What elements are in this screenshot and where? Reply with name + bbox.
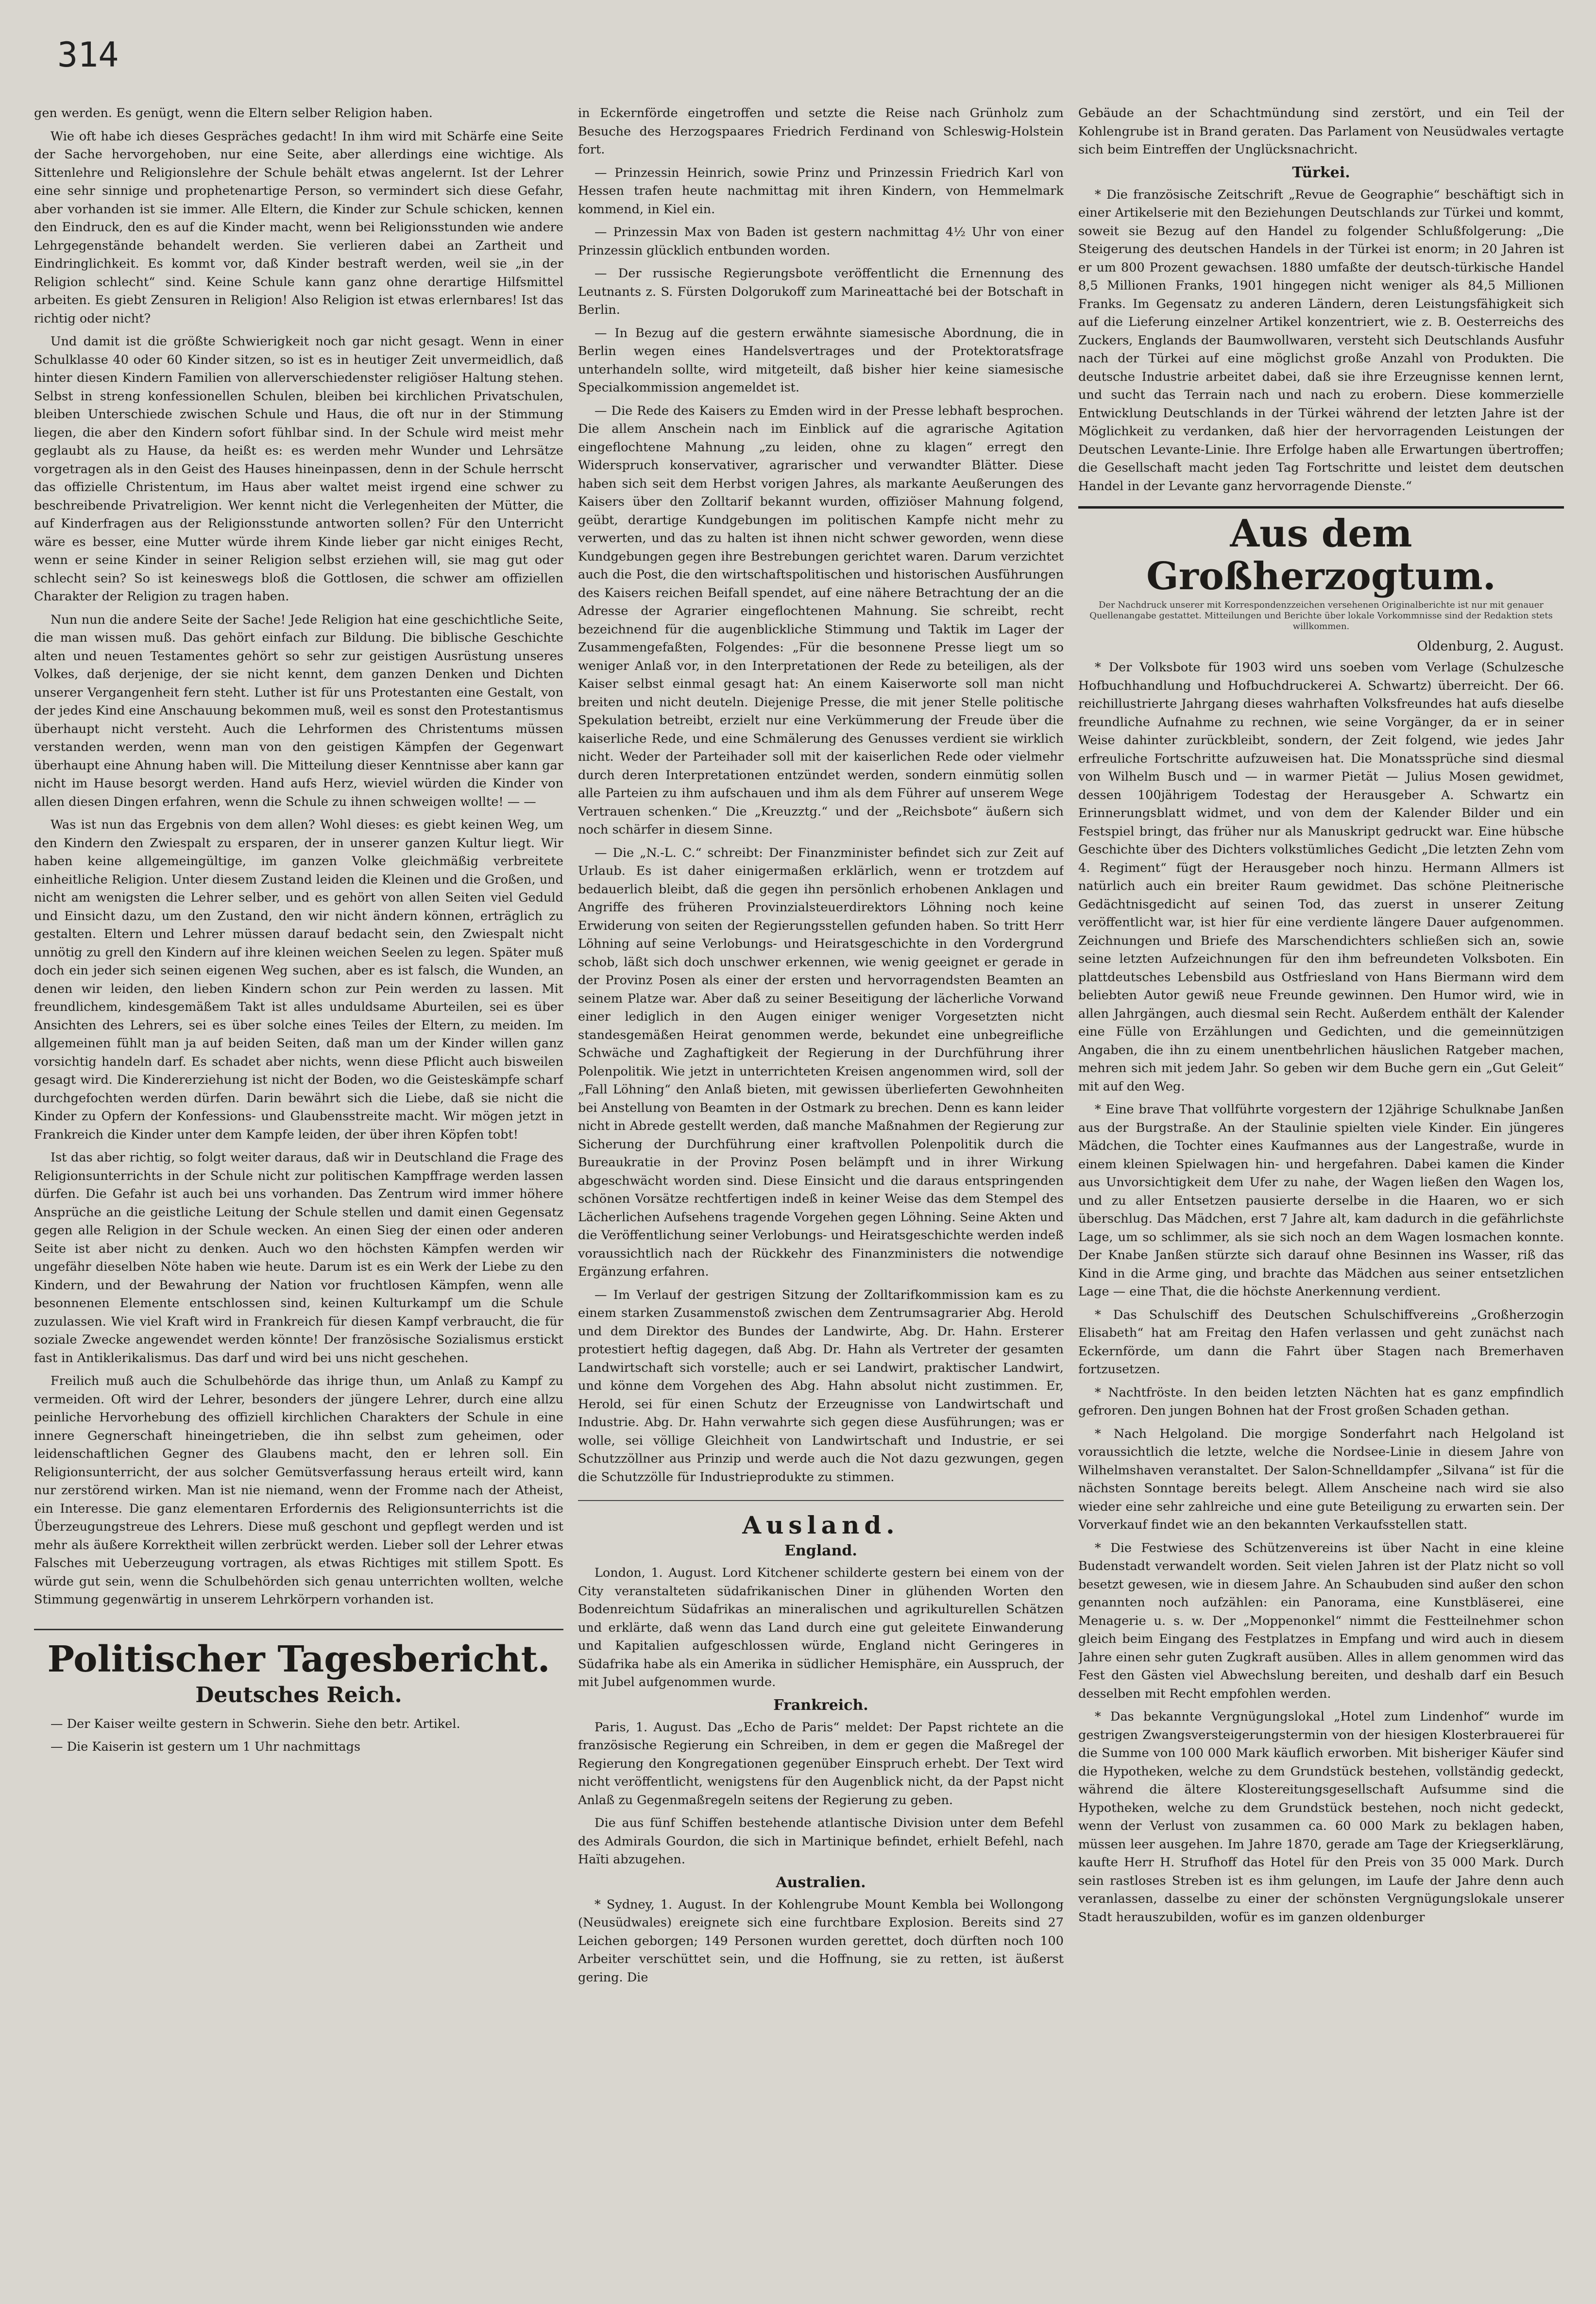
paragraph: in Eckernförde eingetroffen und setzte die Reise nach Grünholz zum Besuche des Herzogspaares Friedrich Ferdinand von Schleswig-Holstein fort. xyxy=(578,106,1064,157)
subheading-deutsches-reich: Deutsches Reich. xyxy=(195,1682,402,1707)
paragraph: gen werden. Es genügt, wenn die Eltern selber Religion haben. xyxy=(34,106,433,120)
paragraph: Die aus fünf Schiffen bestehende atlantische Division unter dem Befehl des Admirals Gourdon, die sich in Martinique befindet, erhielt Befehl, nach Haïti abzugehen. xyxy=(578,1816,1064,1867)
divider xyxy=(1078,506,1564,509)
paragraph: — Prinzessin Max von Baden ist gestern nachmittag 4½ Uhr von einer Prinzessin glücklich entbunden worden. xyxy=(578,225,1064,258)
paragraph: * Nach Helgoland. Die morgige Sonderfahrt nach Helgoland ist voraussichtlich die letzte, welche die Nordsee-Linie in diesem Jahre von Wilhelmshaven veranstaltet. Der Salon-Schnelldampfer „Silvana“ ist für die nächsten Sonntage bereits belegt. Allem Anscheine nach wird sie also wieder eine sehr zahlreiche und eine gute Beteiligung zu erwarten sein. Der Vorverkauf findet wie an den bekannten Verkaufsstellen statt. xyxy=(1078,1426,1564,1532)
column-2 xyxy=(578,104,1064,2271)
column-3 xyxy=(1078,104,1564,2271)
paragraph: — Prinzessin Heinrich, sowie Prinz und Prinzessin Friedrich Karl von Hessen trafen heute nachmittag mit ihren Kindern, von Hemmelmark kommend, in Kiel ein. xyxy=(578,165,1064,217)
paragraph: — Der Kaiser weilte gestern in Schwerin. Siehe den betr. Artikel. xyxy=(51,1716,460,1731)
paragraph: Ist das aber richtig, so folgt weiter daraus, daß wir in Deutschland die Frage des Religionsunterrichts in der Schule nicht zur politischen Kampffrage werden lassen dürfen. Die Gefahr ist auch bei uns vorhanden. Das Zentrum wird immer höhere Ansprüche an die geistliche Leitung der Schule stellen und damit einen Gegensatz gegen alle Religion in der Schule wecken. An einen Sieg der einen oder anderen Seite ist aber nicht zu denken. Auch wo den höchsten Kämpfen werden wir ungefähr dieselben Nöte haben wie heute. Darum ist es ein Werk der Liebe zu den Kindern, und der Bewahrung der Nation vor fruchtlosen Kämpfen, wenn alle besonnenen Elemente entschlossen sind, keinen Kulturkampf um die Schule zuzulassen. Wie viel Kraft wird in Frankreich für diesen Kampf verbraucht, die für soziale Zwecke angewendet werden könnte! Der französische Sozialismus erstickt fast in Antiklerikalismus. Das darf und wird bei uns nicht geschehen. xyxy=(34,1150,563,1365)
paragraph: — Im Verlauf der gestrigen Sitzung der Zolltarifkommission kam es zu einem starken Zusammenstoß zwischen dem Zentrumsagrarier Abg. Herold und dem Direktor des Bundes der Landwirte, Abg. Dr. Hahn. Ersterer protestiert heftig dagegen, daß Abg. Dr. Hahn als Vertreter der gesamten Landwirtschaft sich vorstelle; auch er sei Landwirt, praktischer Landwirt, und könne dem Vorgehen des Abg. Hahn absolut nicht zustimmen. Er, Herold, sei für einen Schutz der Erzeugnisse von Landwirtschaft und Industrie. Abg. Dr. Hahn verwahrte sich gegen diese Ausführungen; was er wolle, sei völlige Gleichheit von Landwirtschaft und Industrie, er sei Schutzzöllner aus Prinzip und werde auch die Not dazu gezwungen, gegen die Schutzzölle für Industrieprodukte zu stimmen. xyxy=(578,1287,1064,1485)
paragraph: * Eine brave That vollführte vorgestern der 12jährige Schulknabe Janßen aus der Burgstraße. An der Staulinie spielten viele Kinder. Ein jüngeres Mädchen, die Tochter eines Kaufmannes aus der Langestraße, wurde in einem kleinen Spielwagen hin- und hergefahren. Dabei kamen die Kinder aus Unvorsichtigkeit dem Ufer zu nahe, der Wagen ließen den Wagen los, und zu aller Entsetzen pausierte derselbe in die Haaren, wo er sich überschlug. Das Mädchen, erst 7 Jahre alt, kam dadurch in die gefährlichste Lage, um so schlimmer, als sie sich noch an dem Wagen losmachen konnte. Der Knabe Janßen stürzte sich darauf ohne Besinnen ins Wasser, riß das Kind in die Arme ging, und brachte das Mädchen aus seiner entsetzlichen Lage — eine That, die die höchste Anerkennung verdient. xyxy=(1078,1102,1564,1299)
paragraph: Freilich muß auch die Schulbehörde das ihrige thun, um Anlaß zu Kampf zu vermeiden. Oft wird der Lehrer, besonders der jüngere Lehrer, durch eine allzu peinliche Hervorhebung des offiziell kirchlichen Charakters der Schule in eine innere Gegnerschaft hineingetrieben, die ihn selbst zum geheimen, oder leidenschaftlichen Gegner des Glaubens macht, den er lehren soll. Ein Religionsunterricht, der aus solcher Gemütsverfassung heraus erteilt wird, kann nur zerstörend wirken. Man ist nie niemand, wenn der Fromme nach der Atheist, ein Interesse. Die ganz elementaren Erfordernis des Religionsunterrichts ist die Überzeugungstreue des Lehrers. Diese muß geschont und gepflegt werden und ist mehr als äußere Korrektheit willen zerbrückt werden. Lieber soll der Lehrer etwas Falsches mit Ueberzeugung vortragen, als etwas Richtiges mit stillem Spott. Es würde gut sein, wenn die Schulbehörden sich genau unterrichten wollten, welche Stimmung gegenwärtig in unserem Lehrkörpern vorhanden ist. xyxy=(34,1374,563,1607)
section-heading-aus-dem-grossherzogtum: Aus dem Großherzogtum. xyxy=(1146,512,1496,598)
paragraph: Nun nun die andere Seite der Sache! Jede Religion hat eine geschichtliche Seite, die man wissen muß. Das gehört einfach zur Bildung. Die biblische Geschichte alten und neuen Testamentes gehört so sehr zur geistigen Ausrüstung unseres Volkes, daß derjenige, der sie nicht kennt, dem ganzen Denken und Dichten unserer Vergangenheit fern steht. Luther ist für uns Protestanten eine Gestalt, von der jedes Kind eine Anschauung bekommen muß, weil es sonst den Protestantismus überhaupt nicht versteht. Auch die Lehrformen des Christentums müssen verstanden werden, wenn man von den geistigen Kämpfen der Gegenwart überhaupt eine Ahnung haben will. Die Mitteilung dieser Kenntnisse aber kann gar nicht im Hause besorgt werden. Hand aufs Herz, wieviel würden die Kinder von allen diesen Dingen erfahren, wenn die Schule zu ihnen schweigen wollte! — — xyxy=(34,612,563,809)
paragraph: — Die „N.-L. C.“ schreibt: Der Finanzminister befindet sich zur Zeit auf Urlaub. Es ist daher einigermaßen erklärlich, wenn er trotzdem auf bedauerlich bleibt, daß die gegen ihn persönlich erhobenen Anklagen und Angriffe des früheren Provinzialsteuerdirektors Löhning noch keine Erwiderung von seiten der Regierungsstellen gefunden haben. So tritt Herr Löhning auf seine Verlobungs- und Heiratsgeschichte in den Vordergrund schob, läßt sich doch unschwer erkennen, wie wenig geeignet er gerade in der Provinz Posen als einer der ersten und hervorragendsten Beamten an seinem Platze war. Aber daß zu seiner Beseitigung der lächerliche Vorwand einer lediglich in den Augen einiger weniger Vorgesetzten nicht standesgemäßen Heirat genommen werde, bekundet eine unbegreifliche Schwäche und Zaghaftigkeit der Regierung in der Durchführung ihrer Polenpolitik. Wie jetzt in unterrichteten Kreisen angenommen wird, soll der „Fall Löhning“ den Anlaß bieten, mit gewissen überlieferten Gewohnheiten bei Anstellung von Beamten in der Ostmark zu brechen. Denn es kann leider nicht in Abrede gestellt werden, daß manche Maßnahmen der Regierung zur Sicherung der Durchführung einer kraftvollen Polenpolitik durch die Bureaukratie in der Provinz Posen belämpft und in ihrer Wirkung abgeschwächt worden sind. Diese Einsicht und die daraus entspringenden schönen Vorsätze rechtfertigen indeß in keiner Weise das dem Stempel des Lächerlichen Aufsehens tragende Vorgehen gegen Löhning. Seine Akten und die Veröffentlichung seiner Verlobungs- und Heiratsgeschichte werden indeß voraussichtlich nach der Rückkehr des Finanzministers die notwendige Ergänzung erfahren. xyxy=(578,845,1064,1279)
section-heading-ausland: Ausland. xyxy=(578,1500,1064,1539)
paragraph: * Nachtfröste. In den beiden letzten Nächten hat es ganz empfindlich gefroren. Den jungen Bohnen hat der Frost großen Schaden gethan. xyxy=(1078,1385,1564,1418)
paragraph: * Das bekannte Vergnügungslokal „Hotel zum Lindenhof“ wurde im gestrigen Zwangsversteigerungstermin von der hiesigen Klosterbrauerei für die Summe von 100 000 Mark käuflich erworben. Mit bisheriger Käufer sind die Hypotheken, welche zu dem Grundstück bestehen, vollständig gedeckt, während die ältere Klostereitungsgesellschaft Aufsumme sind die Hypotheken, welche zu dem Grundstück bestehen, noch nicht gedeckt, wenn der Verlust von zusammen ca. 60 000 Mark zu beklagen haben, müssen leer ausgehen. Im Jahre 1870, gerade am Tage der Kriegserklärung, kaufte Herr H. Strufhoff das Hotel für den Preis von 35 000 Mark. Durch sein rastloses Streben ist es ihm gelungen, im Laufe der Jahre denn auch veranlassen, dasselbe zu einer der schönsten Vergnügungslokale unserer Stadt herauszubilden, wofür es im ganzen oldenburger xyxy=(1078,1709,1564,1925)
subheading-australien: Australien. xyxy=(776,1874,866,1891)
newspaper-page xyxy=(34,104,1569,2271)
paragraph: * Die Festwiese des Schützenvereins ist über Nacht in eine kleine Budenstadt verwandelt worden. Seit vielen Jahren ist der Platz nicht so voll besetzt gewesen, wie in diesem Jahre. An Schaubuden sind außer den schon genannten noch aufzählen: ein Panorama, eine Kunstbläserei, eine Menagerie u. s. w. Der „Moppenonkel“ nimmt die Festteilnehmer schon gleich beim Eingang des Festplatzes in Empfang und wird auch in diesem Jahre einen sehr guten Zugkraft ausüben. Alles in allem genommen wird das Fest den Gästen viel Abwechslung bereiten, und deshalb darf ein Besuch desselben mit Recht empfohlen werden. xyxy=(1078,1540,1564,1701)
subheading-england: England. xyxy=(784,1542,857,1559)
paragraph: — Die Kaiserin ist gestern um 1 Uhr nachmittags xyxy=(51,1740,361,1754)
paragraph: London, 1. August. Lord Kitchener schilderte gestern bei einem von der City veranstalteten südafrikanischen Diner in glühenden Worten den Bodenreichtum Südafrikas an mineralischen und agrikulturellen Schätzen und erklärte, daß wenn das Land durch eine gut geleitete Einwanderung und Kapitalien aufgeschlossen würde, England nicht Geringeres in Südafrika habe als ein Amerika in südlicher Hemisphäre, ein Ausspruch, der mit Jubel aufgenommen wurde. xyxy=(578,1566,1064,1690)
reprint-notice: Der Nachdruck unserer mit Korrespondenzzeichen versehenen Originalberichte ist nur mit genauer Quellenangabe gestattet. Mitteilungen und Berichte über lokale Vorkommnisse sind der Redaktion stets willkommen. xyxy=(1089,600,1553,631)
paragraph: Wie oft habe ich dieses Gespräches gedacht! In ihm wird mit Schärfe eine Seite der Sache hervorgehoben, nur eine Seite, aber allerdings eine wichtige. Als Sittenlehre und Religionslehre der Schule behält etwas angelernt. Ist der Lehrer eine sehr sinnige und prophetenartige Person, so vermindert sich diese Gefahr, aber vorhanden ist sie immer. Alle Eltern, die Kinder zur Schule schicken, kennen den Eindruck, den es auf die Kinder macht, wenn bei Religionsstunden wie andere Lehrgegenstände behandelt werden. Sie verlieren dabei an Zartheit und Eindringlichkeit. Es kommt vor, daß Kinder bestraft werden, weil sie „in der Religion schlecht“ sind. Keine Schule kann ganz ohne derartige Hilfsmittel arbeiten. Es giebt Zensuren in Religion! Also Religion ist etwas erlernbares! Ist das richtig oder nicht? xyxy=(34,129,563,326)
subheading-tuerkei: Türkei. xyxy=(1292,164,1350,181)
paragraph: * Das Schulschiff des Deutschen Schulschiffvereins „Großherzogin Elisabeth“ hat am Freitag den Hafen verlassen und geht zunächst nach Eckernförde, um dann die Fahrt über Stagen nach Bremerhaven fortzusetzen. xyxy=(1078,1307,1564,1377)
paragraph: Paris, 1. August. Das „Echo de Paris“ meldet: Der Papst richtete an die französische Regierung ein Schreiben, in dem er gegen die Maßregel der Regierung den Kongregationen gegenüber Einspruch erhebt. Der Text wird nicht veröffentlicht, wenigstens für den Augenblick nicht, da der Papst nicht Anlaß zu Gegenmaßregeln seitens der Regierung zu geben. xyxy=(578,1720,1064,1808)
column-1 xyxy=(34,104,563,2271)
paragraph: Und damit ist die größte Schwierigkeit noch gar nicht gesagt. Wenn in einer Schulklasse 40 oder 60 Kinder sitzen, so ist es in heutiger Zeit unvermeidlich, daß hinter diesen Kindern Familien von allerverschiedenster religiöser Haltung stehen. Selbst in streng konfessionellen Schulen, bleiben bei kirchlichen Privatschulen, bleiben Unterschiede zwischen Schule und Haus, die oft nur in der Stimmung liegen, die aber den Kindern sofort fühlbar sind. In der Schule wird meist mehr geglaubt als zu Hause, da heißt es: es werden mehr Wunder und Lehrsätze vorgetragen als in den Geist des Hauses hineinpassen, denn in der Schule herrscht das offizielle Christentum, im Haus aber waltet meist irgend eine schwer zu beschreibende Privatreligion. Wer kennt nicht die Verlegenheiten der Mütter, die auf Kinderfragen aus der Religionsstunde antworten sollen? Für den Unterricht wäre es besser, eine Mutter würde ihrem Kinde lieber gar nicht einiges Recht, wenn er seine Kinder in seiner Religion selbst erziehen will, sie mag gut oder schlecht sein? So ist keineswegs bloß die Gottlosen, die schwer am offiziellen Charakter der Religion zu tragen haben. xyxy=(34,334,563,604)
dateline: Oldenburg, 2. August. xyxy=(1417,639,1564,654)
paragraph: Was ist nun das Ergebnis von dem allen? Wohl dieses: es giebt keinen Weg, um den Kindern den Zwiespalt zu ersparen, der in unserer ganzen Kultur liegt. Wir haben keine allgemeingültige, im ganzen Volke gleichmäßig verbreitete einheitliche Religion. Unter diesem Zustand leiden die Kleinen und die Großen, und nicht am wenigsten die Lehrer selber, und es gehört von allen Seiten viel Geduld und Einsicht dazu, um den Zustand, den wir nicht ändern können, erträglich zu gestalten. Eltern und Lehrer müssen darauf bedacht sein, den Zwiespalt nicht unnötig zu grell den Kindern auf ihre kleinen weichen Seelen zu legen. Später muß doch ein jeder sich seinen eigenen Weg suchen, aber es ist falsch, die Wunden, an denen wir leiden, den lieben Kindern schon zur Pein werden zu lassen. Mit freundlichem, kindesgemäßem Takt ist alles unduldsame Aburteilen, sei es über Ansichten des Lehrers, sei es über solche eines Teiles der Eltern, zu meiden. Im allgemeinen fühlt man ja auf beiden Seiten, daß man um der Kinder willen ganz vorsichtig handeln darf. Es schadet aber nichts, wenn diese Pflicht auch bisweilen gesagt wird. Die Kindererziehung ist nicht der Boden, wo die Geisteskämpfe scharf durchgefochten werden dürfen. Darin bewährt sich die Liebe, daß sie nicht die Kinder zu Opfern der Konfessions- und Glaubensstreite macht. Wir mögen jetzt in Frankreich die Kinder unter dem Kampfe leiden, der über ihren Köpfen tobt! xyxy=(34,818,563,1142)
paragraph: — Die Rede des Kaisers zu Emden wird in der Presse lebhaft besprochen. Die allem Anschein nach im Einblick auf die agrarische Agitation eingeflochtene Mahnung „zu leiden, ohne zu klagen“ erregt den Widerspruch konservativer, agrarischer und verwandter Blätter. Diese haben sich seit dem Herbst vorigen Jahres, als markante Aeußerungen des Kaisers über den Zolltarif bekannt wurden, offiziöser Mahnung folgend, geübt, derartige Kundgebungen im politischen Kampfe nicht mehr zu verwerten, und das zu halten ist ihnen nicht schwer geworden, wenn diese Kundgebungen gegen ihre Bestrebungen gerichtet waren. Darum verzichtet auch die Post, die den wirtschaftspolitischen und historischen Ausführungen des Kaisers reichen Beifall spendet, auf eine nähere Betrachtung der an die Adresse der Agrarier eingeflochtenen Mahnung. Sie schreibt, recht bezeichnend für die augenblickliche Stimmung und Taktik im Lager der Zusammengefaßten, Folgendes: „Für die besonnene Presse liegt um so weniger Anlaß vor, in den Interpretationen der Rede zu beteiligen, als der Kaiser selbst einmal gesagt hat: An einem Kaiserworte soll man nicht breiten und nicht deuteln. Diejenige Presse, die mit jener Stelle politische Spekulation betreibt, erzielt nur eine Verkümmerung der Freude über die kaiserliche Rede, und eine Schmälerung des Genusses verdient sie wirklich nicht. Weder der Parteihader soll mit der kaiserlichen Rede oder vielmehr durch deren Interpretationen entzündet werden, sondern einmütig sollen alle Parteien zu ihm aufschauen und ihm als dem Führer auf unserem Wege Vertrauen schenken.“ Die „Kreuzztg.“ und der „Reichsbote“ äußern sich noch schärfer in diesem Sinne. xyxy=(578,403,1064,837)
paragraph: * Die französische Zeitschrift „Revue de Geographie“ beschäftigt sich in einer Artikelserie mit den Beziehungen Deutschlands zur Türkei und kommt, soweit sie Bezug auf den Handel zu folgender Schlußfolgerung: „Die Steigerung des deutschen Handels in der Türkei ist enorm; in 20 Jahren ist er um 800 Prozent gewachsen. 1880 umfaßte der deutsch-türkische Handel 8,5 Millionen Franks, 1901 hingegen nicht weniger als 84,5 Millionen Franks. Im Gegensatz zu anderen Ländern, deren Leistungsfähigkeit sich auf die Lieferung einzelner Artikel konzentriert, wie z. B. Oesterreichs des Zuckers, Englands der Baumwollwaren, versteht sich Deutschlands Ausfuhr nach der Türkei auf eine möglichst große Anzahl von Produkten. Die deutsche Industrie arbeitet dabei, daß sie ihre Erzeugnisse kennen lernt, und sucht das Terrain nach und nach zu erobern. Diese kommerzielle Entwicklung Deutschlands in der Türkei während der letzten Jahre ist der Möglichkeit zu verdanken, daß hier der hervorragenden Leistungen der Deutschen Levante-Linie. Ihre Erfolge haben alle Erwartungen übertroffen; die Gesellschaft macht jeden Tag Fortschritte und leistet dem deutschen Handel in der Levante ganz hervorragende Dienste.“ xyxy=(1078,187,1564,494)
page-number: 314 xyxy=(57,35,119,75)
section-heading-politischer-tagesbericht: Politischer Tagesbericht. xyxy=(34,1629,563,1679)
subheading-frankreich: Frankreich. xyxy=(773,1696,868,1714)
paragraph: — In Bezug auf die gestern erwähnte siamesische Abordnung, die in Berlin wegen eines Handelsvertrages und der Protektoratsfrage unterhandeln sollte, wird mitgeteilt, daß bisher hier keine siamesische Specialkommission angemeldet ist. xyxy=(578,325,1064,395)
paragraph: * Der Volksbote für 1903 wird uns soeben vom Verlage (Schulzesche Hofbuchhandlung und Hofbuchdruckerei A. Schwartz) überreicht. Der 66. reichillustrierte Jahrgang dieses wahrhaften Volksfreundes hat aufs dieselbe freundliche Aufnahme zu rechnen, wie seine Vorgänger, da er in seiner Weise dahinter zurückbleibt, sondern, der Zeit folgend, wie jedes Jahr erfreuliche Fortschritte aufzuweisen hat. Die Monatssprüche sind diesmal von Wilhelm Busch und — in warmer Pietät — Julius Mosen gewidmet, dessen 100jährigem Todestag der Herausgeber A. Schwartz ein Erinnerungsblatt widmet, und von dem der Kalender Bilder und ein Festspiel bringt, das früher nur als Manuskript gedruckt war. Eine hübsche Geschichte über des Dichters volkstümliches Gedicht „Die letzten Zehn vom 4. Regiment“ fügt der Herausgeber noch hinzu. Hermann Allmers ist natürlich auch ein breiter Raum gewidmet. Das schöne Pleitnerische Gedächtnisgedicht auf seinen Tod, das zuerst in unserer Zeitung veröffentlicht war, ist hier für eine verdiente längere Dauer aufgenommen. Zeichnungen und Briefe des Marschendichters schließen sich an, sowie seine letzten Aufzeichnungen für den ihm befreundeten Volksboten. Ein plattdeutsches Lebensbild aus Ostfriesland von Hans Biermann wird dem beliebten Autor gewiß neue Freunde gewinnen. Den Humor wird, wie in allen Jahrgängen, auch diesmal sein Recht. Außerdem enthält der Kalender eine Fülle von Erzählungen und Gedichten, und die gemeinnützigen Angaben, die ihn zu einem unentbehrlichen häuslichen Ratgeber machen, mehren sich mit jedem Jahr. So geben wir dem Buche gern ein „Gut Geleit“ mit auf den Weg. xyxy=(1078,660,1564,1094)
paragraph: Gebäude an der Schachtmündung sind zerstört, und ein Teil der Kohlengrube ist in Brand geraten. Das Parlament von Neusüdwales vertagte sich beim Eintreffen der Unglücksnachricht. xyxy=(1078,106,1564,157)
paragraph: — Der russische Regierungsbote veröffentlicht die Ernennung des Leutnants z. S. Fürsten Dolgorukoff zum Marineattaché bei der Botschaft in Berlin. xyxy=(578,266,1064,317)
paragraph: * Sydney, 1. August. In der Kohlengrube Mount Kembla bei Wollongong (Neusüdwales) ereignete sich eine furchtbare Explosion. Bereits sind 27 Leichen geborgen; 149 Personen wurden gerettet, doch dürften noch 100 Arbeiter verschüttet sein, und die Hoffnung, sie zu retten, ist äußerst gering. Die xyxy=(578,1897,1064,1985)
